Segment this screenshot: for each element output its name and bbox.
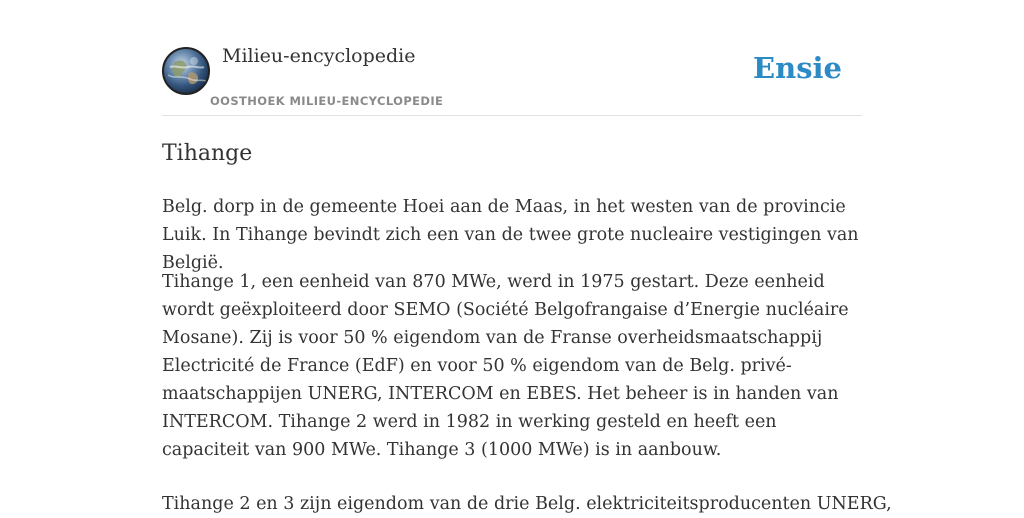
earth-globe-icon[interactable] (162, 47, 210, 95)
site-title[interactable]: Milieu-encyclopedie (222, 45, 416, 67)
site-subtitle[interactable]: OOSTHOEK MILIEU-ENCYCLOPEDIE (210, 94, 444, 108)
article-paragraph-2: Tihange 1, een eenheid van 870 MWe, werd in 1975 gestart. Deze eenheid wordt geëxploiteerd door SEMO (Société Belgofrangaise d’Energie nucléaire Mosane). Zij is voor 50 % eigendom van de Franse overheidsmaatschappij Electricité de France (EdF) en voor 50 % eigendom van de Belg. privé-maatschappijen UNERG, INTERCOM en EBES. Het beheer is in handen van INTERCOM. Tihange 2 werd in 1982 in werking gesteld en heeft een capaciteit van 900 MWe. Tihange 3 (1000 MWe) is in aanbouw. (162, 272, 849, 460)
article-title: Tihange (162, 141, 253, 166)
article-paragraph-1: Belg. dorp in de gemeente Hoei aan de Maas, in het westen van de provincie Luik. In Tihange bevindt zich een van de twee grote nucleaire vestigingen van België. (162, 197, 859, 273)
site-header (162, 0, 862, 116)
article-paragraph-3: Tihange 2 en 3 zijn eigendom van de drie Belg. elektriciteitsproducenten UNERG, (162, 494, 892, 514)
page (162, 0, 892, 514)
brand-logo[interactable]: Ensie (753, 51, 842, 85)
